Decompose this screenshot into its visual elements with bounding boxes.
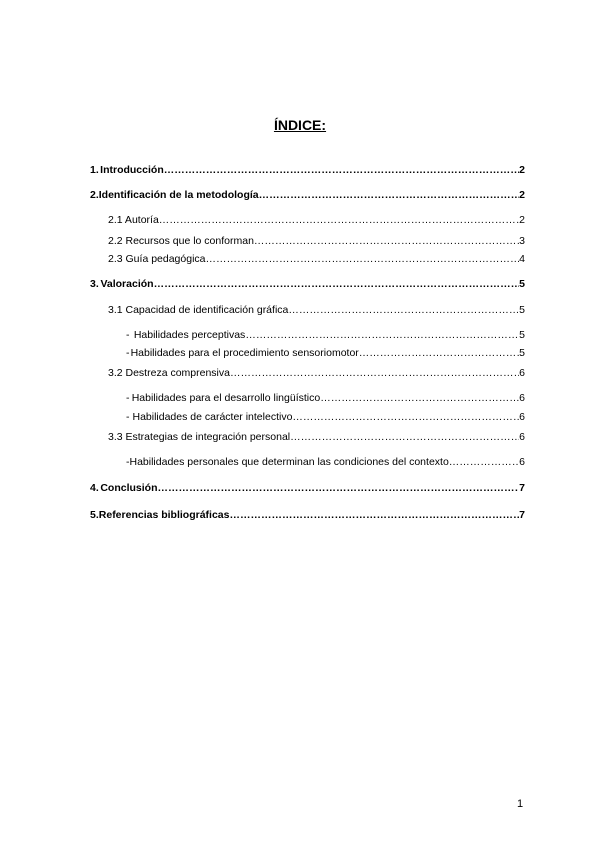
toc-leader-dots [245,329,519,341]
toc-entry[interactable] [90,509,525,521]
toc-leader-dots [449,456,519,468]
toc-entry-label: 2.1 Autoría [108,214,159,226]
toc-entry-page: 2 [519,214,525,226]
toc-entry[interactable] [90,189,525,201]
toc-subentry[interactable] [108,214,525,226]
toc-leader-dots [154,278,520,290]
toc-leader-dots [290,431,519,443]
toc-subentry[interactable] [108,253,525,265]
toc-entry-label: 2.2 Recursos que lo conforman [108,235,254,247]
toc-leader-dots [230,367,519,379]
toc-leader-dots [292,411,519,423]
toc-entry-page: 5 [519,278,525,290]
toc-entry-page: 2 [519,189,525,201]
toc-entry-page: 6 [519,431,525,443]
toc-entry-label: 2.3 Guía pedagógica [108,253,206,265]
toc-leader-dots [359,347,519,359]
toc-entry-page: 5 [519,347,525,359]
toc-entry[interactable] [90,164,525,176]
toc-entry[interactable] [90,278,525,290]
toc-subentry[interactable] [108,304,525,316]
toc-entry-page: 2 [519,164,525,176]
toc-entry-label: Introducción [100,164,164,176]
toc-entry-label: Valoración [100,278,154,290]
toc-bullet-entry[interactable] [126,411,525,423]
toc-entry-page: 6 [519,456,525,468]
toc-entry-page: 5 [519,329,525,341]
toc-leader-dots [288,304,519,316]
toc-entry-page: 6 [519,411,525,423]
toc-entry-label: Identificación de la metodología [98,189,259,201]
toc-entry-label: 3.2 Destreza comprensiva [108,367,230,379]
toc-leader-dots [259,189,520,201]
bullet-dash: - [126,411,130,423]
bullet-dash: - [126,392,130,404]
toc-entry-page: 3 [519,235,525,247]
page-number: 1 [517,798,524,810]
toc-subentry[interactable] [108,431,525,443]
toc-leader-dots [159,214,519,226]
toc-entry[interactable] [90,482,525,494]
bullet-dash: - [126,456,130,468]
toc-bullet-entry[interactable] [126,456,525,468]
toc-entry-page: 5 [519,304,525,316]
toc-entry-label: 3.1 Capacidad de identificación gráfica [108,304,289,316]
toc-leader-dots [164,164,519,176]
toc-entry-number: 5. [90,509,99,521]
page-title: ÍNDICE: [273,117,327,133]
toc-leader-dots [320,392,519,404]
toc-entry-page: 6 [519,392,525,404]
toc-subentry[interactable] [108,235,525,247]
toc-leader-dots [254,235,519,247]
toc-entry-label: Habilidades perceptivas [133,329,246,341]
toc-entry-label: Habilidades para el desarrollo lingüístico [131,392,321,404]
toc-entry-number: 3. [90,278,99,290]
toc-entry-number: 4. [90,482,99,494]
toc-leader-dots [206,253,520,265]
toc-entry-label: Habilidades para el procedimiento sensoriomotor [130,347,359,359]
toc-entry-label: Conclusión [100,482,158,494]
toc-subentry[interactable] [108,367,525,379]
toc-entry-number: 1. [90,164,99,176]
bullet-dash: - [126,329,130,341]
toc-entry-page: 7 [519,482,525,494]
toc-entry-number: 2. [90,189,99,201]
toc-entry-page: 7 [519,509,525,521]
toc-bullet-entry[interactable] [126,329,525,341]
toc-bullet-entry[interactable] [126,347,525,359]
toc-entry-label: 3.3 Estrategias de integración personal [108,431,291,443]
toc-entry-page: 4 [519,253,525,265]
toc-entry-label: Referencias bibliográficas [98,509,230,521]
toc-leader-dots [158,482,520,494]
toc-leader-dots [229,509,519,521]
toc-bullet-entry[interactable] [126,392,525,404]
toc-entry-label: Habilidades personales que determinan las condiciones del contexto [129,456,449,468]
toc-entry-page: 6 [519,367,525,379]
bullet-dash: - [126,347,130,359]
toc-entry-label: Habilidades de carácter intelectivo [132,411,293,423]
